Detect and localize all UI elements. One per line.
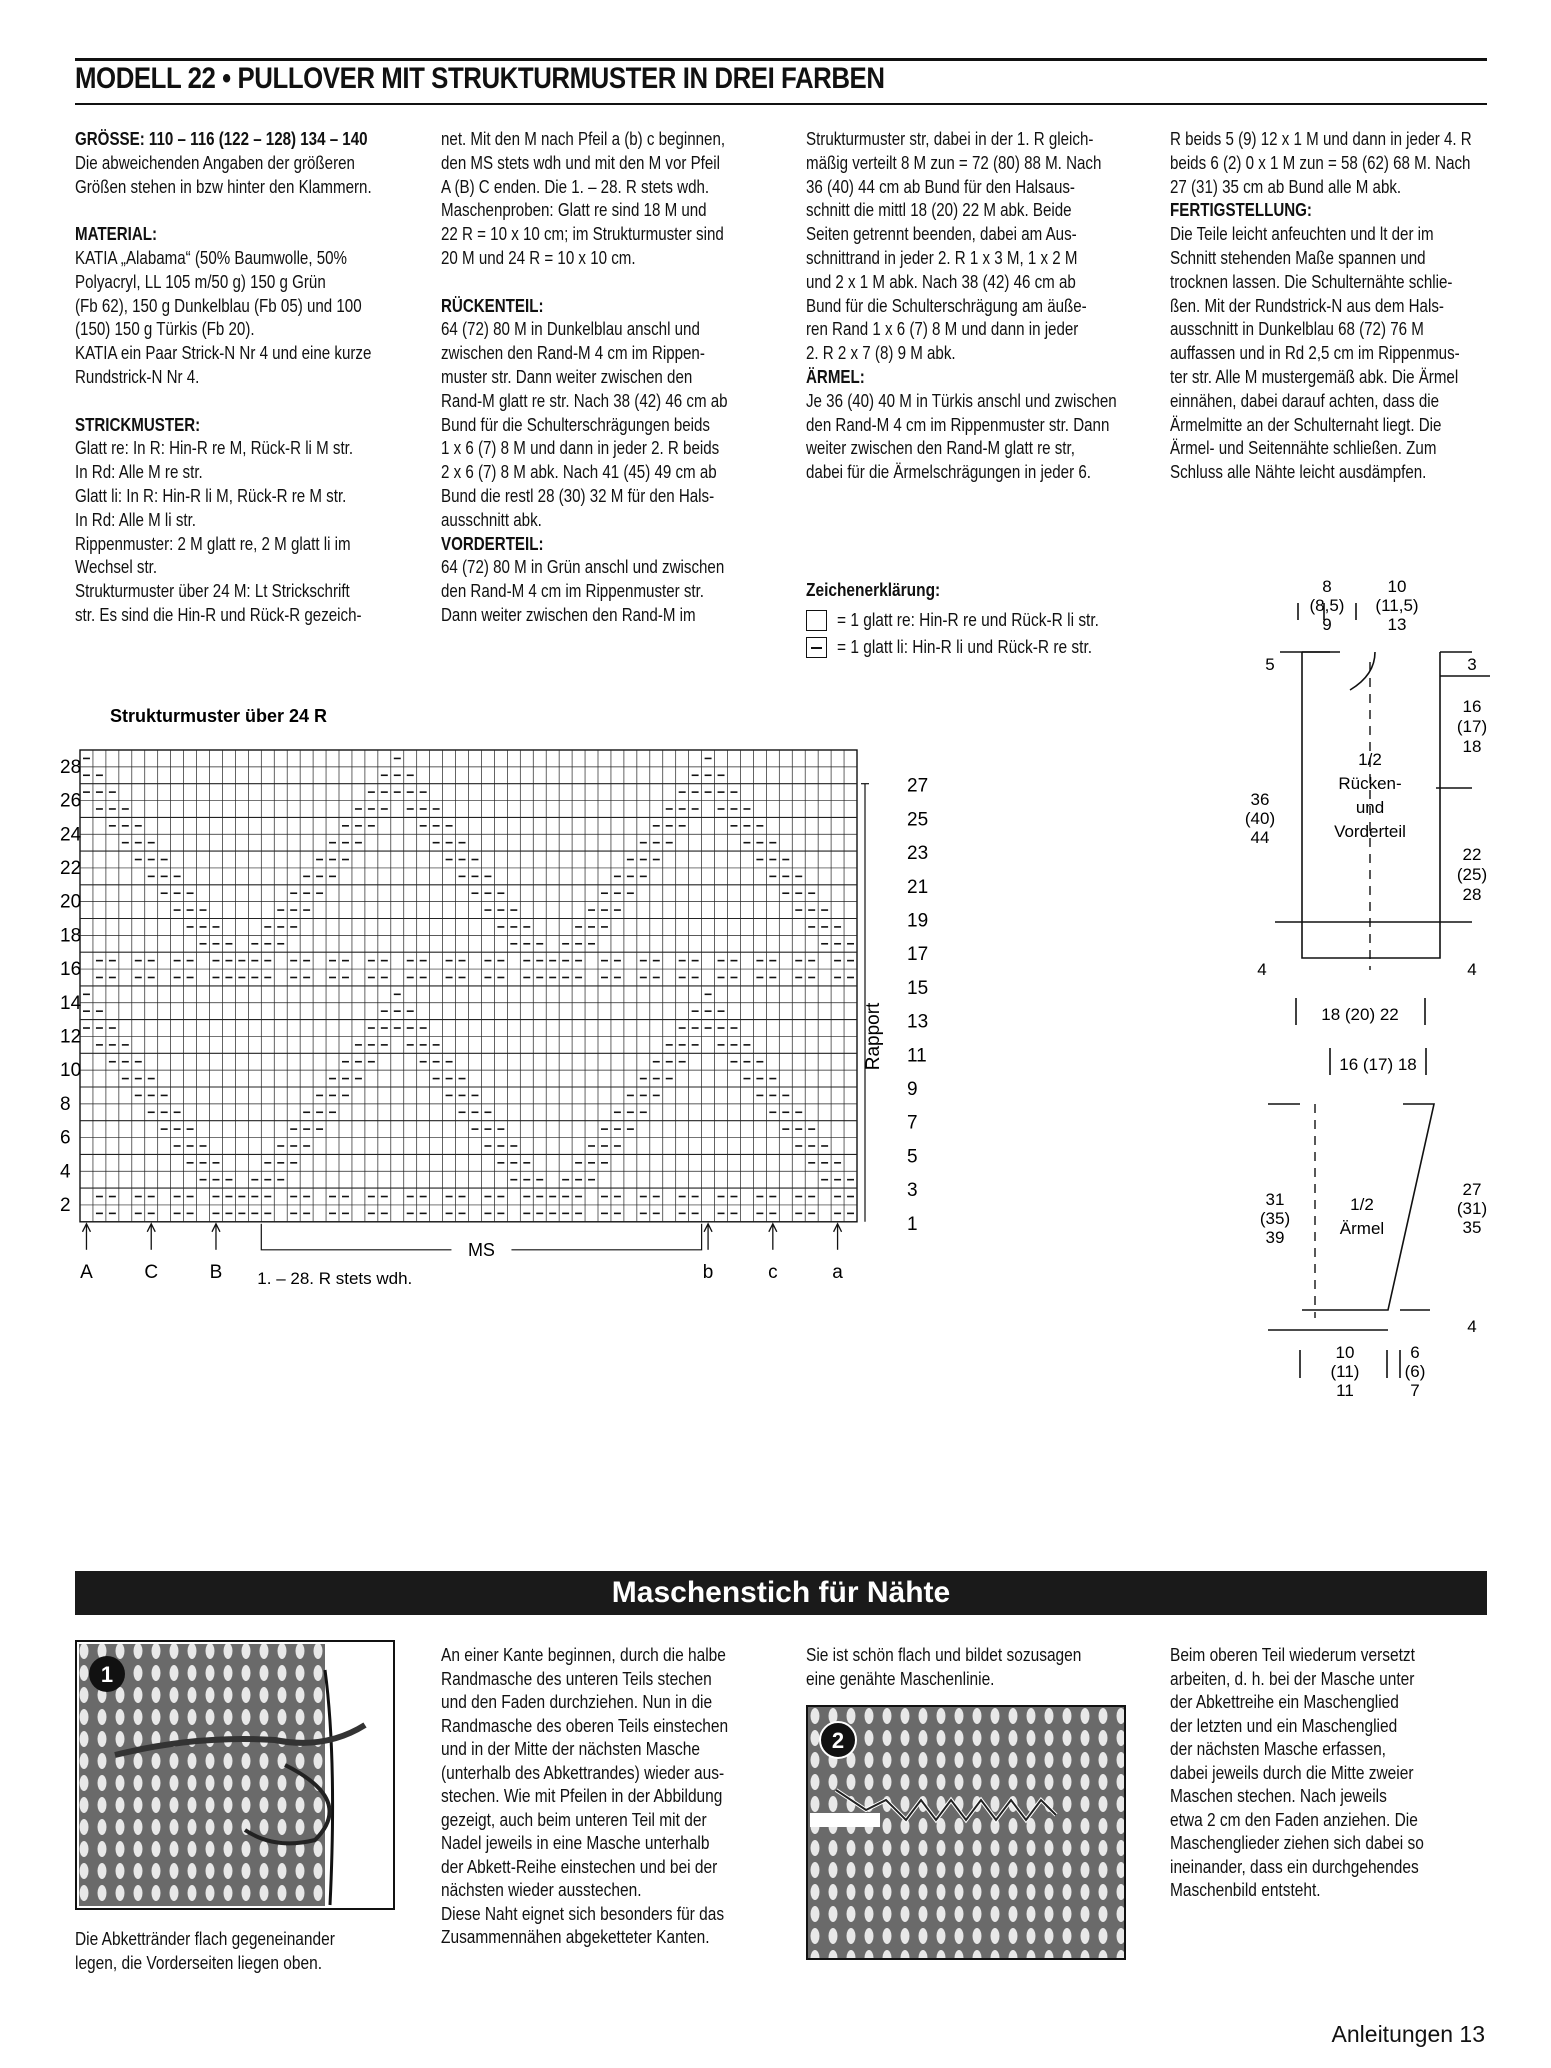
ms-label: MS [467, 1239, 495, 1260]
arrow-label: C [144, 1261, 159, 1283]
caption-line: Maschen stechen. Nach jeweils [1170, 1786, 1387, 1806]
text-line: den Rand-M 4 cm im Rippenmuster str. [441, 581, 705, 602]
text-line: Bund die restl 28 (30) 32 M für den Hals- [441, 485, 715, 506]
page-title: MODELL 22 • PULLOVER MIT STRUKTURMUSTER IN DREI FARBEN [75, 62, 885, 95]
text-line: ausschnitt abk. [441, 509, 542, 530]
text-line: GRÖSSE: 110 – 116 (122 – 128) 134 – 140 [75, 129, 368, 149]
caption-line: Randmasche des oberen Teils einstechen [441, 1715, 729, 1736]
row-number-right: 25 [907, 809, 929, 831]
row-number-left: 6 [60, 1127, 71, 1149]
schematic-label: 27 [1462, 1180, 1482, 1199]
text-line: 64 (72) 80 M in Dunkelblau anschl und [441, 319, 700, 340]
text-line: Strukturmuster str, dabei in der 1. R gleich- [806, 129, 1094, 149]
row-number-right: 9 [907, 1079, 918, 1100]
text-line: Je 36 (40) 40 M in Türkis anschl und zwischen [806, 390, 1117, 411]
row-number-right: 7 [907, 1112, 918, 1134]
chart-grid [80, 750, 869, 1222]
top-rule [75, 58, 1487, 61]
schematic-label: 16 (17) 18 [1339, 1055, 1417, 1074]
text-line [75, 199, 352, 223]
text-line: RÜCKENTEIL: [441, 295, 544, 316]
arrow-label: b [702, 1261, 714, 1283]
row-number-left: 22 [60, 857, 82, 879]
text-line: Schluss alle Nähte leicht ausdämpfen. [1170, 462, 1427, 483]
text-line: VORDERTEIL: [441, 533, 544, 554]
text-line: ßen. Mit der Rundstrick-N aus dem Hals- [1170, 295, 1444, 316]
row-number-left: 2 [60, 1194, 71, 1216]
caption-line: eine genähte Maschenlinie. [806, 1668, 995, 1689]
text-line: (Fb 62), 150 g Dunkelblau (Fb 05) und 100 [75, 295, 362, 316]
text-line: Bund für die Schulterschrägungen beids [441, 414, 710, 435]
section-heading: Maschenstich für Nähte [75, 1571, 1487, 1615]
row-number-right: 15 [907, 977, 929, 999]
text-line: den Rand-M 4 cm im Rippenmuster str. Dann [806, 414, 1110, 435]
text-line: KATIA „Alabama“ (50% Baumwolle, 50% [75, 247, 348, 268]
text-line: ter str. Alle M mustergemäß abk. Die Ärmel [1170, 366, 1459, 387]
schematic-label: 44 [1250, 828, 1270, 847]
text-line: In Rd: Alle M li str. [75, 509, 196, 530]
caption-line: Sie ist schön flach und bildet sozusagen [806, 1645, 1082, 1665]
text-line: beids 6 (2) 0 x 1 M zun = 58 (62) 68 M. Nach [1170, 152, 1471, 173]
neckline [1302, 652, 1375, 690]
caption-line: Maschenglieder ziehen sich dabei so [1170, 1833, 1424, 1853]
text-line: trocknen lassen. Die Schulternähte schlie- [1170, 271, 1453, 292]
text-line: A (B) C enden. Die 1. – 28. R stets wdh. [441, 176, 710, 197]
text-line: auffassen und in Rd 2,5 cm im Rippenmus- [1170, 343, 1460, 364]
schematic-label: 4 [1467, 960, 1477, 979]
schematic-label: (25) [1456, 865, 1488, 884]
row-number-left: 14 [60, 992, 82, 1014]
text-line: Glatt re: In R: Hin-R re M, Rück-R li M str. [75, 438, 354, 459]
caption-line: der Abkett-Reihe einstechen und bei der [441, 1856, 718, 1877]
title-rule [75, 103, 1487, 105]
row-number-right: 23 [907, 843, 929, 865]
legend-title: Zeichenerklärung: [806, 580, 941, 600]
text-line: Schnitt stehenden Maße spannen und [1170, 247, 1426, 268]
caption-3 [806, 1644, 1126, 1691]
caption-line: Maschenbild entsteht. [1170, 1880, 1321, 1900]
text-line: Polyacryl, LL 105 m/50 g) 150 g Grün [75, 271, 326, 292]
schematic-label: 1/2 [1358, 750, 1382, 769]
caption-line: Randmasche des unteren Teils stechen [441, 1668, 712, 1689]
illustration-1 [75, 1640, 395, 1910]
size-schematic [1240, 570, 1540, 1420]
schematic-label: 6 [1410, 1343, 1420, 1362]
schematic-label: (11) [1330, 1362, 1360, 1381]
arrow-label: A [80, 1261, 93, 1283]
text-line: STRICKMUSTER: [75, 414, 201, 435]
text-line: (150) 150 g Türkis (Fb 20). [75, 319, 255, 340]
caption-1 [75, 1928, 377, 1975]
schematic-label: Ärmel [1339, 1219, 1385, 1238]
text-line: ÄRMEL: [806, 366, 865, 387]
caption-4 [1170, 1644, 1465, 1903]
schematic-label: 1/2 [1350, 1195, 1374, 1214]
legend [806, 580, 1142, 658]
caption-line: gezeigt, auch beim unteren Teil mit der [441, 1809, 707, 1830]
schematic-label: 4 [1257, 960, 1267, 979]
svg-text:2: 2 [831, 1728, 845, 1753]
text-column-2 [441, 128, 771, 628]
text-line: muster str. Dann weiter zwischen den [441, 366, 693, 387]
schematic-label: Vorderteil [1334, 822, 1406, 841]
text-line [75, 390, 352, 414]
schematic-label: 39 [1265, 1228, 1285, 1247]
text-line: ren Rand 1 x 6 (7) 8 M und dann in jeder [806, 319, 1079, 340]
schematic-label: (8,5) [1309, 596, 1345, 615]
row-number-left: 18 [60, 925, 82, 947]
text-line: 64 (72) 80 M in Grün anschl und zwischen [441, 557, 725, 578]
caption-line: legen, die Vorderseiten liegen oben. [75, 1952, 323, 1973]
schematic-label: 36 [1250, 790, 1270, 809]
schematic-label: (11,5) [1375, 596, 1419, 615]
row-number-right: 21 [907, 876, 929, 898]
text-line: 27 (31) 35 cm ab Bund alle M abk. [1170, 176, 1402, 197]
text-line: und 2 x 1 M abk. Nach 38 (42) 46 cm ab [806, 271, 1076, 292]
caption-line: dabei jeweils durch die Mitte zweier [1170, 1762, 1414, 1783]
caption-line: arbeiten, d. h. bei der Masche unter [1170, 1668, 1415, 1689]
row-number-left: 24 [60, 824, 82, 846]
text-line: Strukturmuster über 24 M: Lt Strickschrift [75, 581, 350, 602]
text-line: Die Teile leicht anfeuchten und lt der im [1170, 224, 1434, 245]
arrow-label: c [768, 1261, 778, 1283]
schematic-label: 18 [1462, 737, 1482, 756]
caption-line: nächsten wieder ausstechen. [441, 1880, 642, 1900]
text-line: 2. R 2 x 7 (8) 9 M abk. [806, 343, 956, 364]
text-line: einnähen, dabei darauf achten, dass die [1170, 390, 1440, 411]
text-line: dabei für die Ärmelschrägungen in jeder 6. [806, 462, 1091, 483]
knitting-chart [60, 700, 1200, 1440]
caption-line: und in der Mitte der nächsten Masche [441, 1739, 701, 1759]
chart-row-numbers-left [60, 757, 82, 1216]
schematic-label: und [1355, 798, 1385, 817]
text-column-4 [1170, 128, 1500, 485]
rapport-label: Rapport [863, 1002, 884, 1071]
row-number-left: 26 [60, 790, 82, 812]
legend-item-purl: = 1 glatt li: Hin-R li und Rück-R re str. [806, 637, 1142, 658]
schematic-label: 22 [1462, 845, 1482, 864]
text-line: In Rd: Alle M re str. [75, 462, 203, 483]
caption-line: der nächsten Masche erfassen, [1170, 1739, 1386, 1759]
schematic-label: 16 [1462, 697, 1482, 716]
text-line: Rundstrick-N Nr 4. [75, 366, 200, 387]
row-number-left: 20 [60, 891, 82, 913]
schematic-label: 4 [1467, 1317, 1477, 1336]
row-number-left: 16 [60, 959, 82, 981]
schematic-label: (17) [1456, 717, 1488, 736]
text-line: KATIA ein Paar Strick-N Nr 4 und eine kurze [75, 343, 372, 364]
row-number-right: 19 [907, 910, 929, 932]
schematic-label: (35) [1259, 1209, 1291, 1228]
text-line: 36 (40) 44 cm ab Bund für den Halsaus- [806, 176, 1075, 197]
repeat-note: 1. – 28. R stets wdh. [257, 1268, 413, 1288]
text-line: Rand-M glatt re str. Nach 38 (42) 46 cm ab [441, 390, 728, 411]
schematic-label: 18 (20) 22 [1321, 1005, 1399, 1024]
text-line: Dann weiter zwischen den Rand-M im [441, 604, 696, 625]
text-column-1 [75, 128, 405, 628]
chart-row-numbers-right [907, 776, 928, 1235]
row-number-left: 28 [60, 756, 82, 778]
text-line: den MS stets wdh und mit den M vor Pfeil [441, 152, 721, 173]
schematic-label: 10 [1335, 1343, 1355, 1362]
caption-line: Diese Naht eignet sich besonders für das [441, 1903, 725, 1924]
text-line: Ärmel- und Seitennähte schließen. Zum [1170, 438, 1437, 459]
text-line: mäßig verteilt 8 M zun = 72 (80) 88 M. Nach [806, 152, 1102, 173]
caption-line: Nadel jeweils in eine Masche unterhalb [441, 1833, 710, 1853]
svg-text:1: 1 [100, 1662, 114, 1687]
row-number-left: 10 [60, 1060, 82, 1082]
legend-item-knit: = 1 glatt re: Hin-R re und Rück-R li str. [806, 610, 1142, 631]
page-footer: Anleitungen 13 [1331, 2021, 1485, 2047]
row-number-right: 17 [907, 944, 929, 966]
caption-line: Zusammennähen abgeketteter Kanten. [441, 1927, 710, 1947]
text-line: Größen stehen in bzw hinter den Klammern. [75, 176, 372, 197]
row-number-right: 11 [907, 1045, 927, 1067]
schematic-label: 28 [1462, 885, 1482, 904]
text-line: schnittrand in jeder 2. R 1 x 3 M, 1 x 2 M [806, 247, 1078, 268]
chart-arrows [80, 1224, 843, 1283]
schematic-label: 35 [1462, 1218, 1482, 1237]
text-line: schnitt die mittl 18 (20) 22 M abk. Beide [806, 200, 1072, 221]
caption-line: der Abkettreihe ein Maschenglied [1170, 1692, 1399, 1712]
row-number-left: 8 [60, 1093, 71, 1115]
text-line: ausschnitt in Dunkelblau 68 (72) 76 M [1170, 319, 1424, 340]
schematic-label: (31) [1456, 1199, 1488, 1218]
caption-2 [441, 1644, 775, 1950]
caption-line: ineinander, dass ein durchgehendes [1170, 1856, 1419, 1877]
schematic-label: (6) [1404, 1362, 1426, 1381]
text-line: Glatt li: In R: Hin-R li M, Rück-R re M str. [75, 485, 347, 506]
caption-line: Die Abkettränder flach gegeneinander [75, 1929, 335, 1949]
schematic-label: Rücken- [1338, 774, 1402, 793]
schematic-label: 13 [1387, 615, 1407, 634]
caption-line: der letzten und ein Maschenglied [1170, 1715, 1398, 1736]
caption-line: (unterhalb des Abkettrandes) wieder aus- [441, 1762, 725, 1783]
text-line: Rippenmuster: 2 M glatt re, 2 M glatt li im [75, 533, 351, 554]
row-number-right: 13 [907, 1011, 929, 1033]
caption-line: und den Faden durchziehen. Nun in die [441, 1692, 713, 1712]
illustration-2 [806, 1705, 1126, 1960]
text-column-3 [806, 128, 1136, 485]
schematic-label: (40) [1244, 809, 1276, 828]
text-line: zwischen den Rand-M 4 cm im Rippen- [441, 343, 705, 364]
text-line: 22 R = 10 x 10 cm; im Strukturmuster sind [441, 224, 724, 245]
caption-line: An einer Kante beginnen, durch die halbe [441, 1645, 726, 1665]
text-line: 20 M und 24 R = 10 x 10 cm. [441, 247, 636, 268]
schematic-label: 11 [1336, 1381, 1354, 1400]
schematic-label: 9 [1322, 615, 1332, 634]
text-line: MATERIAL: [75, 224, 158, 245]
schematic-label: 8 [1322, 577, 1332, 596]
text-line: Wechsel str. [75, 557, 158, 578]
row-number-right: 5 [907, 1146, 918, 1168]
text-line: str. Es sind die Hin-R und Rück-R gezeich- [75, 604, 362, 625]
arrow-label: B [209, 1261, 223, 1283]
text-line: Seiten getrennt beenden, dabei am Aus- [806, 224, 1077, 245]
dash-box-icon [806, 637, 827, 658]
row-number-right: 27 [907, 775, 929, 797]
row-number-right: 1 [907, 1213, 918, 1235]
schematic-label: 7 [1410, 1381, 1420, 1400]
text-line: Ärmelmitte an der Schulternaht liegt. Die [1170, 414, 1442, 435]
text-line: 1 x 6 (7) 8 M und dann in jeder 2. R beids [441, 438, 720, 459]
row-number-left: 12 [60, 1026, 82, 1048]
caption-line: stechen. Wie mit Pfeilen in der Abbildung [441, 1786, 723, 1806]
caption-line: Beim oberen Teil wiederum versetzt [1170, 1645, 1415, 1665]
text-line: net. Mit den M nach Pfeil a (b) c beginnen, [441, 129, 726, 149]
row-number-left: 4 [60, 1161, 71, 1183]
arrow-label: a [832, 1261, 843, 1283]
text-line: Bund für die Schulterschrägung am äuße- [806, 295, 1087, 316]
schematic-label: 31 [1265, 1190, 1285, 1209]
caption-line: etwa 2 cm den Faden anziehen. Die [1170, 1809, 1418, 1830]
text-line: R beids 5 (9) 12 x 1 M und dann in jeder 4. R [1170, 129, 1472, 149]
text-line [441, 271, 718, 295]
text-line: Die abweichenden Angaben der größeren [75, 152, 355, 173]
text-line: Maschenproben: Glatt re sind 18 M und [441, 200, 707, 221]
schematic-label: 3 [1467, 655, 1477, 674]
schematic-label: 5 [1265, 655, 1275, 674]
row-number-right: 3 [907, 1180, 918, 1202]
text-line: weiter zwischen den Rand-M glatt re str, [806, 438, 1075, 459]
chart-title: Strukturmuster über 24 R [110, 706, 328, 726]
text-line: 2 x 6 (7) 8 M abk. Nach 41 (45) 49 cm ab [441, 462, 717, 483]
text-line: FERTIGSTELLUNG: [1170, 200, 1312, 221]
schematic-label: 10 [1387, 577, 1407, 596]
empty-box-icon [806, 610, 827, 631]
